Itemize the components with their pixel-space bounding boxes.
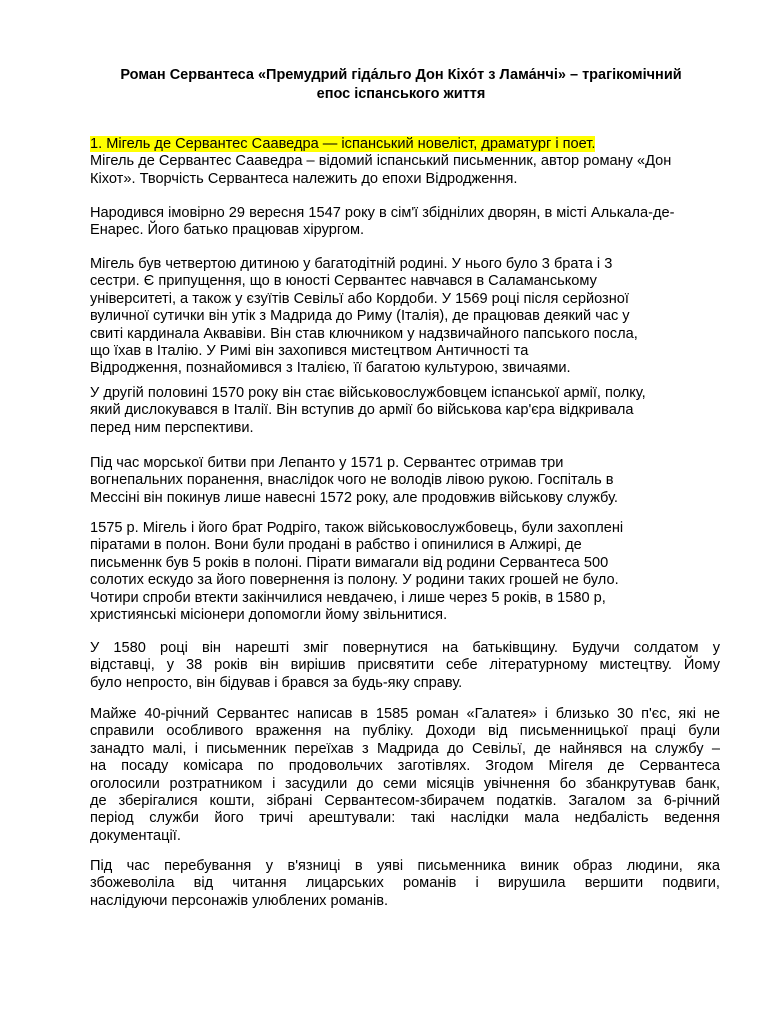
text-line: на посаду комісара по продовольчих заготівлях. Згодом Мігеля де Сервантеса (90, 758, 720, 775)
text-line: перед ним перспективи. (90, 419, 254, 436)
paragraph-lepanto (90, 455, 720, 507)
text-line: відставці, у 38 років він вирішив присвятити себе літературному мистецтву. Йому (90, 657, 720, 674)
text-line: справили особливого враження на публіку. Доходи від письменницької праці були (90, 723, 720, 740)
text-line: Народився імовірно 29 вересня 1547 року в сім'ї збіднілих дворян, в місті Алькала-де- (90, 205, 675, 221)
text-line: сестри. Є припущення, що в юності Сервантес навчався в Саламанському (90, 273, 597, 290)
text-line: вуличної сутички він утік з Мадрида до Риму (Італія), де працював деякий час у (90, 308, 630, 325)
text-line: Майже 40-річний Сервантес написав в 1585 роман «Галатея» і близько 30 п'єс, які не (90, 706, 720, 722)
text-line: Під час морської битви при Лепанто у 1571 р. Сервантес отримав три (90, 455, 564, 471)
paragraph-intro (90, 136, 720, 188)
text-line: збожеволіла від читання лицарських романів і вирушила вершити подвиги, (90, 875, 720, 892)
text-line: вогнепальних поранення, внаслідок чого не володів лівою рукою. Госпіталь в (90, 472, 614, 489)
text-line: Чотири спроби втекти закінчилися невдачею, і лише через 5 років, в 1580 р, (90, 589, 606, 606)
paragraph-galatea (90, 706, 720, 845)
text-line: занадто малі, і письменник переїхав з Мадрида до Севільї, де найнявся на службу – (90, 740, 720, 757)
text-line: Мігель був четвертою дитиною у багатодітній родині. У нього було 3 брата і 3 (90, 256, 613, 272)
paragraph-captivity (90, 520, 720, 624)
text-line: Енарес. Його батько працював хірургом. (90, 222, 365, 239)
text-line: що їхав в Італію. У Римі він захопився мистецтвом Античності та (90, 343, 529, 360)
text-line: свиті кардинала Аквавіви. Він став ключником у надзвичайного папського посла, (90, 325, 638, 342)
text-line: було непросто, він бідував і брався за будь-яку справу. (90, 674, 463, 691)
paragraph-return (90, 640, 720, 692)
text-line: документації. (90, 827, 181, 844)
paragraph-army (90, 385, 720, 437)
text-line: 1575 р. Мігель і його брат Родріго, також військовослужбовець, були захоплені (90, 520, 624, 536)
text-line: У другій половині 1570 року він стає військовослужбовцем іспанської армії, полку, (90, 385, 646, 401)
text-line: Відродження, познайомився з Італією, її багатою культурою, звичаями. (90, 360, 571, 377)
text-line: солотих ескудо за його повернення із полону. У родини таких грошей не було. (90, 572, 619, 589)
text-line: наслідуючи персонажів улюблених романів. (90, 892, 389, 909)
text-line: християнські місіонери допомогли йому звільнитися. (90, 607, 448, 624)
text-line: оголосили розтратником і засудили до семи місяців увічнення бо збанкрутував банк, (90, 775, 720, 792)
highlighted-heading: 1. Мігель де Сервантес Сааведра — іспанський новеліст, драматург і поет. (90, 136, 596, 152)
paragraph-prison (90, 858, 720, 910)
paragraph-birth (90, 205, 720, 240)
text-line: університеті, а також у єзуїтів Севільї або Кордоби. У 1569 році після серйозної (90, 290, 629, 307)
text-line: Кіхот». Творчість Сервантеса належить до епохи Відродження. (90, 170, 518, 187)
text-line: Мігель де Сервантес Сааведра – відомий іспанський письменник, автор роману «Дон (90, 153, 672, 170)
text-line: піратами в полон. Вони були продані в рабство і опинилися в Алжирі, де (90, 537, 582, 554)
title-line-2: епос іспанського життя (316, 86, 486, 102)
text-line: Мессіні він покинув лише навесні 1572 року, але продовжив військову службу. (90, 489, 618, 506)
title-line-1: Роман Сервантеса «Премудрий гіда́льго Дон Кіхо́т з Лама́нчі» – трагікомічний (120, 67, 682, 83)
text-line: період служби його тричі арештували: такі наслідки мала недбалість ведення (90, 810, 720, 827)
paragraph-youth (90, 256, 720, 378)
document-title (86, 66, 716, 104)
text-line: письменнк був 5 років в полоні. Пірати вимагали від родини Сервантеса 500 (90, 554, 609, 571)
text-line: Під час перебування у в'язниці в уяві письменника виник образ людини, яка (90, 858, 720, 874)
text-line: де зберігалися кошти, зібрані Сервантесом-збирачем податків. Загалом за 6-річний (90, 793, 720, 810)
text-line: У 1580 році він нарешті зміг повернутися на батьківщину. Будучи солдатом у (90, 640, 720, 656)
text-line: який дислокувався в Італії. Він вступив до армії бо військова кар'єра відкривала (90, 402, 634, 419)
